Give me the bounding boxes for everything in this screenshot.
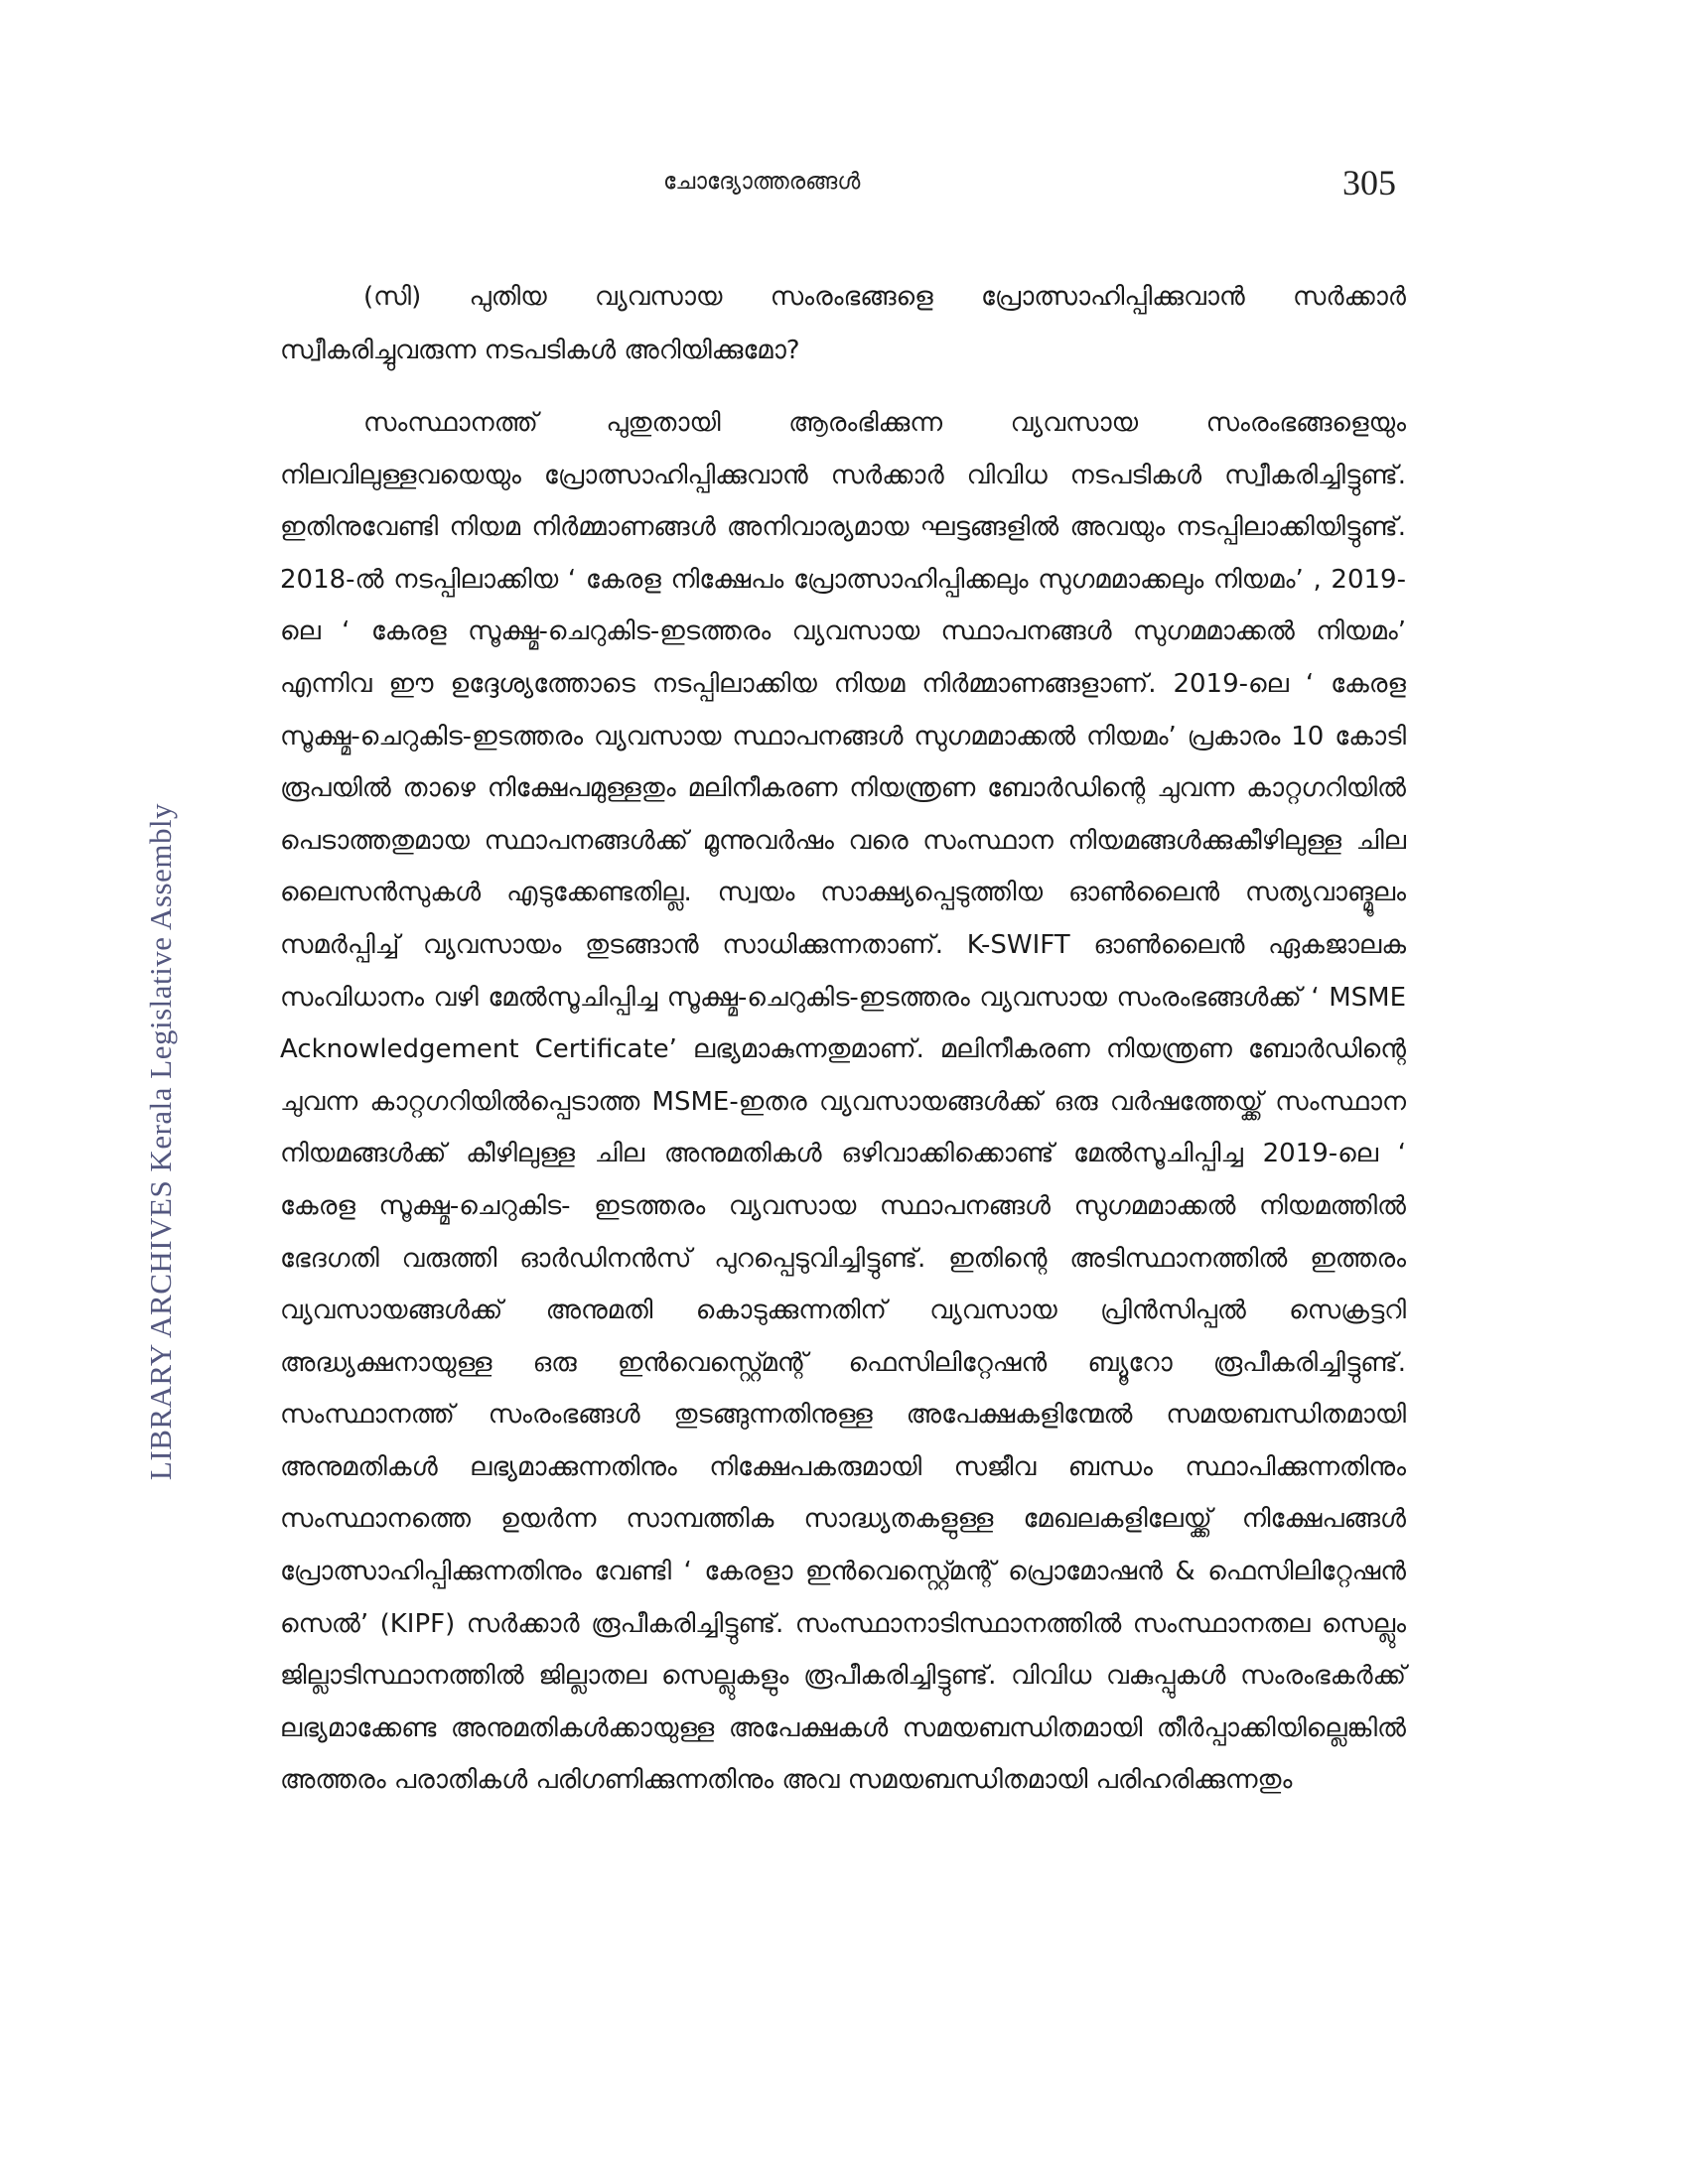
question-block bbox=[280, 270, 1406, 377]
question-text: (സി) പുതിയ വ്യവസായ സംരംഭങ്ങളെ പ്രോത്സാഹിപ്പിക്കുവാൻ സർക്കാർ സ്വീകരിച്ചുവരുന്ന നടപടികൾ അറിയിക്കുമോ? bbox=[280, 282, 1406, 365]
archive-watermark: LIBRARY ARCHIVES Kerala Legislative Assembly bbox=[143, 802, 178, 1481]
running-title: ചോദ്യോത്തരങ്ങൾ bbox=[663, 169, 861, 195]
answer-block bbox=[280, 397, 1406, 1807]
answer-text: സംസ്ഥാനത്ത് പുതുതായി ആരംഭിക്കുന്ന വ്യവസായ സംരംഭങ്ങളെയും നിലവിലുള്ളവയെയും പ്രോത്സാഹിപ്പിക്കുവാൻ സർക്കാർ വിവിധ നടപടികൾ സ്വീകരിച്ചിട്ടുണ്ട്. ഇതിനുവേണ്ടി നിയമ നിർമ്മാണങ്ങൾ അനിവാര്യമായ ഘട്ടങ്ങളിൽ അവയും നടപ്പിലാക്കിയിട്ടുണ്ട്. 2018-ൽ നടപ്പിലാക്കിയ ‘ കേരള നിക്ഷേപം പ്രോത്സാഹിപ്പിക്കലും സുഗമമാക്കലും നിയമം’ , 2019-ലെ ‘ കേരള സൂക്ഷ്മ-ചെറുകിട-ഇടത്തരം വ്യവസായ സ്ഥാപനങ്ങൾ സുഗമമാക്കൽ നിയമം’ എന്നിവ ഈ ഉദ്ദേശ്യത്തോടെ നടപ്പിലാക്കിയ നിയമ നിർമ്മാണങ്ങളാണ്. 2019-ലെ ‘ കേരള സൂക്ഷ്മ-ചെറുകിട-ഇടത്തരം വ്യവസായ സ്ഥാപനങ്ങൾ സുഗമമാക്കൽ നിയമം’ പ്രകാരം 10 കോടി രൂപയിൽ താഴെ നിക്ഷേപമുള്ളതും മലിനീകരണ നിയന്ത്രണ ബോർഡിന്റെ ചുവന്ന കാറ്റഗറിയിൽ പെടാത്തതുമായ സ്ഥാപനങ്ങൾക്ക് മൂന്നുവർഷം വരെ സംസ്ഥാന നിയമങ്ങൾക്കുകീഴിലുള്ള ചില ലൈസൻസുകൾ എടുക്കേണ്ടതില്ല. സ്വയം സാക്ഷ്യപ്പെടുത്തിയ ഓൺലൈൻ സത്യവാങ്മൂലം സമർപ്പിച്ച് വ്യവസായം തുടങ്ങാൻ സാധിക്കുന്നതാണ്. K-SWIFT ഓൺലൈൻ ഏകജാലക സംവിധാനം വഴി മേൽസൂചിപ്പിച്ച സൂക്ഷ്മ-ചെറുകിട-ഇടത്തരം വ്യവസായ സംരംഭങ്ങൾക്ക് ‘ MSME Acknowledgement Certificate’ ലഭ്യമാകുന്നതുമാണ്. മലിനീകരണ നിയന്ത്രണ ബോർഡിന്റെ ചുവന്ന കാറ്റഗറിയിൽപ്പെടാത്ത MSME-ഇതര വ്യവസായങ്ങൾക്ക് ഒരു വർഷത്തേയ്ക്ക് സംസ്ഥാന നിയമങ്ങൾക്ക് കീഴിലുള്ള ചില അനുമതികൾ ഒഴിവാക്കിക്കൊണ്ട് മേൽസൂചിപ്പിച്ച 2019-ലെ ‘ കേരള സൂക്ഷ്മ-ചെറുകിട- ഇടത്തരം വ്യവസായ സ്ഥാപനങ്ങൾ സുഗമമാക്കൽ നിയമത്തിൽ ഭേദഗതി വരുത്തി ഓർഡിനൻസ് പുറപ്പെടുവിച്ചിട്ടുണ്ട്. ഇതിന്റെ അടിസ്ഥാനത്തിൽ ഇത്തരം വ്യവസായങ്ങൾക്ക് അനുമതി കൊടുക്കുന്നതിന് വ്യവസായ പ്രിൻസിപ്പൽ സെക്രട്ടറി അദ്ധ്യക്ഷനായുള്ള ഒരു ഇൻവെസ്റ്റ്മെന്റ് ഫെസിലിറ്റേഷൻ ബ്യൂറോ രൂപീകരിച്ചിട്ടുണ്ട്. സംസ്ഥാനത്ത് സംരംഭങ്ങൾ തുടങ്ങുന്നതിനുള്ള അപേക്ഷകളിന്മേൽ സമയബന്ധിതമായി അനുമതികൾ ലഭ്യമാക്കുന്നതിനും നിക്ഷേപകരുമായി സജീവ ബന്ധം സ്ഥാപിക്കുന്നതിനും സംസ്ഥാനത്തെ ഉയർന്ന സാമ്പത്തിക സാദ്ധ്യതകളുള്ള മേഖലകളിലേയ്ക്ക് നിക്ഷേപങ്ങൾ പ്രോത്സാഹിപ്പിക്കുന്നതിനും വേണ്ടി ‘ കേരളാ ഇൻവെസ്റ്റ്മെന്റ് പ്രൊമോഷൻ & ഫെസിലിറ്റേഷൻ സെൽ’ (KIPF) സർക്കാർ രൂപീകരിച്ചിട്ടുണ്ട്. സംസ്ഥാനാടിസ്ഥാനത്തിൽ സംസ്ഥാനതല സെല്ലും ജില്ലാടിസ്ഥാനത്തിൽ ജില്ലാതല സെല്ലുകളും രൂപീകരിച്ചിട്ടുണ്ട്. വിവിധ വകുപ്പുകൾ സംരംഭകർക്ക് ലഭ്യമാക്കേണ്ട അനുമതികൾക്കായുള്ള അപേക്ഷകൾ സമയബന്ധിതമായി തീർപ്പാക്കിയില്ലെങ്കിൽ അത്തരം പരാതികൾ പരിഗണിക്കുന്നതിനും അവ സമയബന്ധിതമായി പരിഹരിക്കുന്നതും bbox=[280, 408, 1406, 1796]
page-number: 305 bbox=[1342, 163, 1396, 203]
